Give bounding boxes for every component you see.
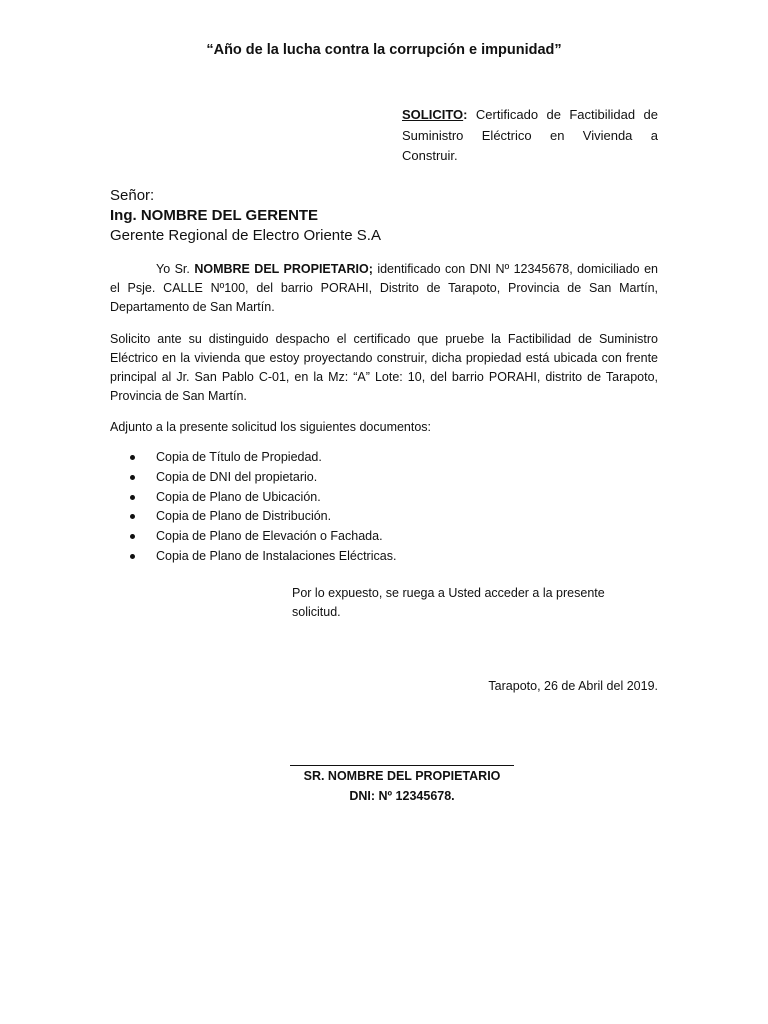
- salutation: Señor:: [110, 187, 155, 204]
- list-item: Copia de Título de Propiedad.: [130, 448, 396, 468]
- owner-name: NOMBRE DEL PROPIETARIO;: [194, 262, 373, 276]
- closing-statement: Por lo expuesto, se ruega a Usted acceder a la presente solicitud.: [292, 586, 605, 619]
- bullet-icon: [130, 514, 135, 519]
- subject-colon: :: [463, 107, 468, 122]
- bullet-icon: [130, 455, 135, 460]
- signature-block: [290, 766, 514, 806]
- addressee-name: Ing. NOMBRE DEL GERENTE: [110, 207, 319, 224]
- signatory-name: SR. NOMBRE DEL PROPIETARIO: [303, 769, 501, 783]
- bullet-icon: [130, 554, 135, 559]
- paragraph-request: Solicito ante su distinguido despacho el certificado que pruebe la Factibilidad de Suministro Eléctrico en la vivienda que estoy proyectando construir, dicha propiedad está ubicada con frente principal al Jr. San Pablo C-01, en la Mz: “A” Lote: 10, del barrio PORAHI, distrito de Tarapoto, Provincia de San Martín.: [110, 332, 658, 403]
- paragraph-identification: [110, 260, 658, 317]
- list-item: Copia de Plano de Elevación o Fachada.: [130, 527, 396, 547]
- subject-block: [402, 105, 658, 167]
- bullet-icon: [130, 475, 135, 480]
- paragraph1-part2: identificado con DNI Nº 12345678, domiciliado en el Psje. CALLE Nº100, del barrio PORAHI, Distrito de Tarapoto, Provincia de San Martín, Departamento de San Martín.: [110, 262, 658, 314]
- bullet-icon: [130, 495, 135, 500]
- addressee-block: [110, 186, 381, 246]
- subject-text: Certificado de Factibilidad de Suministro Eléctrico en Vivienda a Construir.: [402, 107, 658, 163]
- date-line: Tarapoto, 26 de Abril del 2019.: [488, 679, 658, 693]
- list-item: Copia de Plano de Ubicación.: [130, 488, 396, 508]
- list-item: Copia de Plano de Instalaciones Eléctricas.: [130, 547, 396, 567]
- year-motto: “Año de la lucha contra la corrupción e impunidad”: [206, 42, 562, 58]
- documents-list: [130, 448, 396, 567]
- paragraph1-part1: Yo Sr.: [156, 262, 195, 276]
- signatory-dni: DNI: Nº 12345678.: [349, 789, 455, 803]
- subject-label: SOLICITO: [402, 107, 464, 122]
- paragraph-attachments-intro: Adjunto a la presente solicitud los siguientes documentos:: [110, 420, 432, 434]
- addressee-position: Gerente Regional de Electro Oriente S.A: [110, 227, 381, 244]
- bullet-icon: [130, 534, 135, 539]
- list-item: Copia de DNI del propietario.: [130, 468, 396, 488]
- list-item: Copia de Plano de Distribución.: [130, 507, 396, 527]
